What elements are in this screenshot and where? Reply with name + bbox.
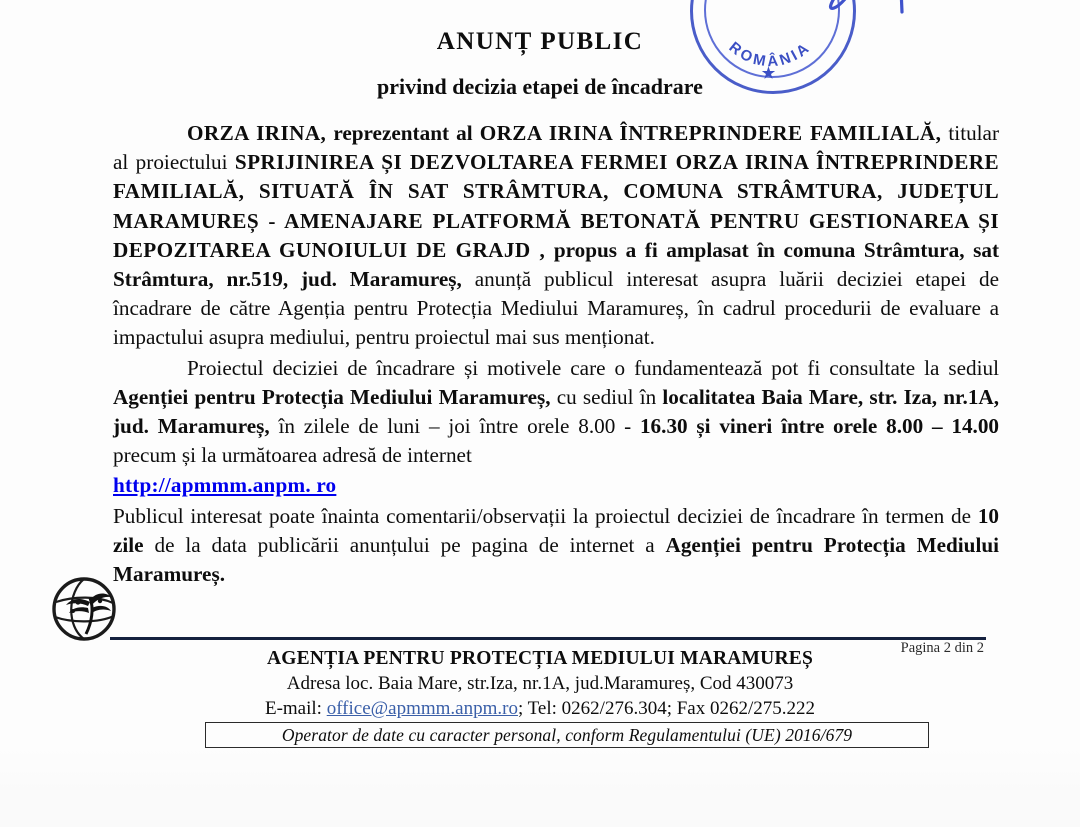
project-title: SPRIJINIREA ȘI DEZVOLTAREA FERMEI ORZA IRINA ÎNTREPRINDERE FAMILIALĂ, SITUATĂ ÎN SAT STRÂMTURA, COMUNA STRÂMTURA, JUDEȚUL MARAMUREȘ - AMENAJARE PLATFORMĂ BETONATĂ PENTRU GESTIONAREA ȘI DEPOZITAREA GUNOIULUI DE GRAJD , (113, 150, 1000, 262)
agency-name-bold: Agenției pentru Protecția Mediului Maramureș, (113, 384, 551, 409)
page-number: Pagina 2 din 2 (900, 640, 984, 656)
paragraph-1 (113, 119, 999, 353)
paragraph-2 (113, 354, 999, 471)
footer-divider (110, 637, 986, 640)
agency-globe-tree-logo (48, 572, 126, 642)
document-body (113, 119, 999, 589)
paragraph-3 (113, 502, 999, 590)
footer-agency-name: AGENȚIA PENTRU PROTECȚIA MEDIULUI MARAMUREȘ (267, 648, 813, 669)
paragraph-1-rest: anunță publicul interesat asupra luării deciziei etapei de încadrare de către Agenția pentru Protecția Mediului Maramureș, în cadrul procedurii de evaluare a impactului asupra mediului, pentru proiectul mai sus menționat. (113, 267, 999, 350)
consultation-lead: Proiectul deciziei de încadrare și motivele care o fundamentează pot fi consultate la sediul (187, 355, 999, 380)
handwritten-signature (786, 0, 916, 20)
page-title: ANUNȚ PUBLIC (436, 28, 644, 55)
agency-name-bold: Agenției pentru Protecția Mediului Maramureș. (113, 532, 1000, 587)
phone-fax-text: ; Tel: 0262/276.304; Fax 0262/275.222 (517, 698, 816, 719)
footer (0, 648, 1080, 720)
comments-lead: Publicul interesat poate înainta comentarii/observații la proiectul deciziei de încadrare în termen de (113, 503, 972, 528)
holder-label: titular al proiectului (113, 121, 1000, 175)
svg-text:★: ★ (761, 65, 779, 82)
applicant-name: ORZA IRINA, (187, 121, 327, 145)
gdpr-notice-box (205, 722, 929, 748)
page-subtitle: privind decizia etapei de încadrare (377, 74, 703, 99)
comments-mid: de la data publicării anunțului pe pagina de internet a (154, 532, 655, 557)
internet-address-lead: precum și la următoarea adresă de internet (113, 443, 472, 468)
location-lead: propus a fi amplasat în comuna (553, 237, 856, 262)
comment-deadline: 10 zile (113, 503, 1000, 557)
paragraph-2-url-line (113, 471, 999, 500)
svg-text:ROMÂNIA: ROMÂNIA (725, 38, 815, 71)
represents-label: reprezentant al (333, 121, 473, 145)
project-location: Strâmtura, sat Strâmtura, nr.519, jud. Maramureș, (113, 237, 999, 292)
agency-address-bold: localitatea Baia Mare, str. Iza, nr.1A, jud. Maramureș, (113, 384, 1000, 439)
email-label: E-mail: (264, 698, 327, 719)
apm-website-link[interactable]: http://apmmm.anpm. ro (113, 473, 337, 498)
entity-name: ORZA IRINA ÎNTREPRINDERE FAMILIALĂ, (479, 121, 942, 145)
footer-email-link[interactable]: office@apmmm.anpm.ro (326, 698, 518, 719)
gdpr-notice-text: Operator de date cu caracter personal, conform Regulamentului (UE) 2016/679 (281, 724, 853, 745)
office-days-text: în zilele de luni – joi între orele 8.00 - (278, 414, 632, 439)
footer-address: Adresa loc. Baia Mare, str.Iza, nr.1A, jud.Maramureș, Cod 430073 (286, 673, 794, 694)
office-mid-text: cu sediul în (556, 384, 657, 409)
footer-contact-line (0, 698, 1080, 720)
office-hours-bold: 16.30 și vineri între orele 8.00 – 14.00 (639, 414, 1000, 439)
